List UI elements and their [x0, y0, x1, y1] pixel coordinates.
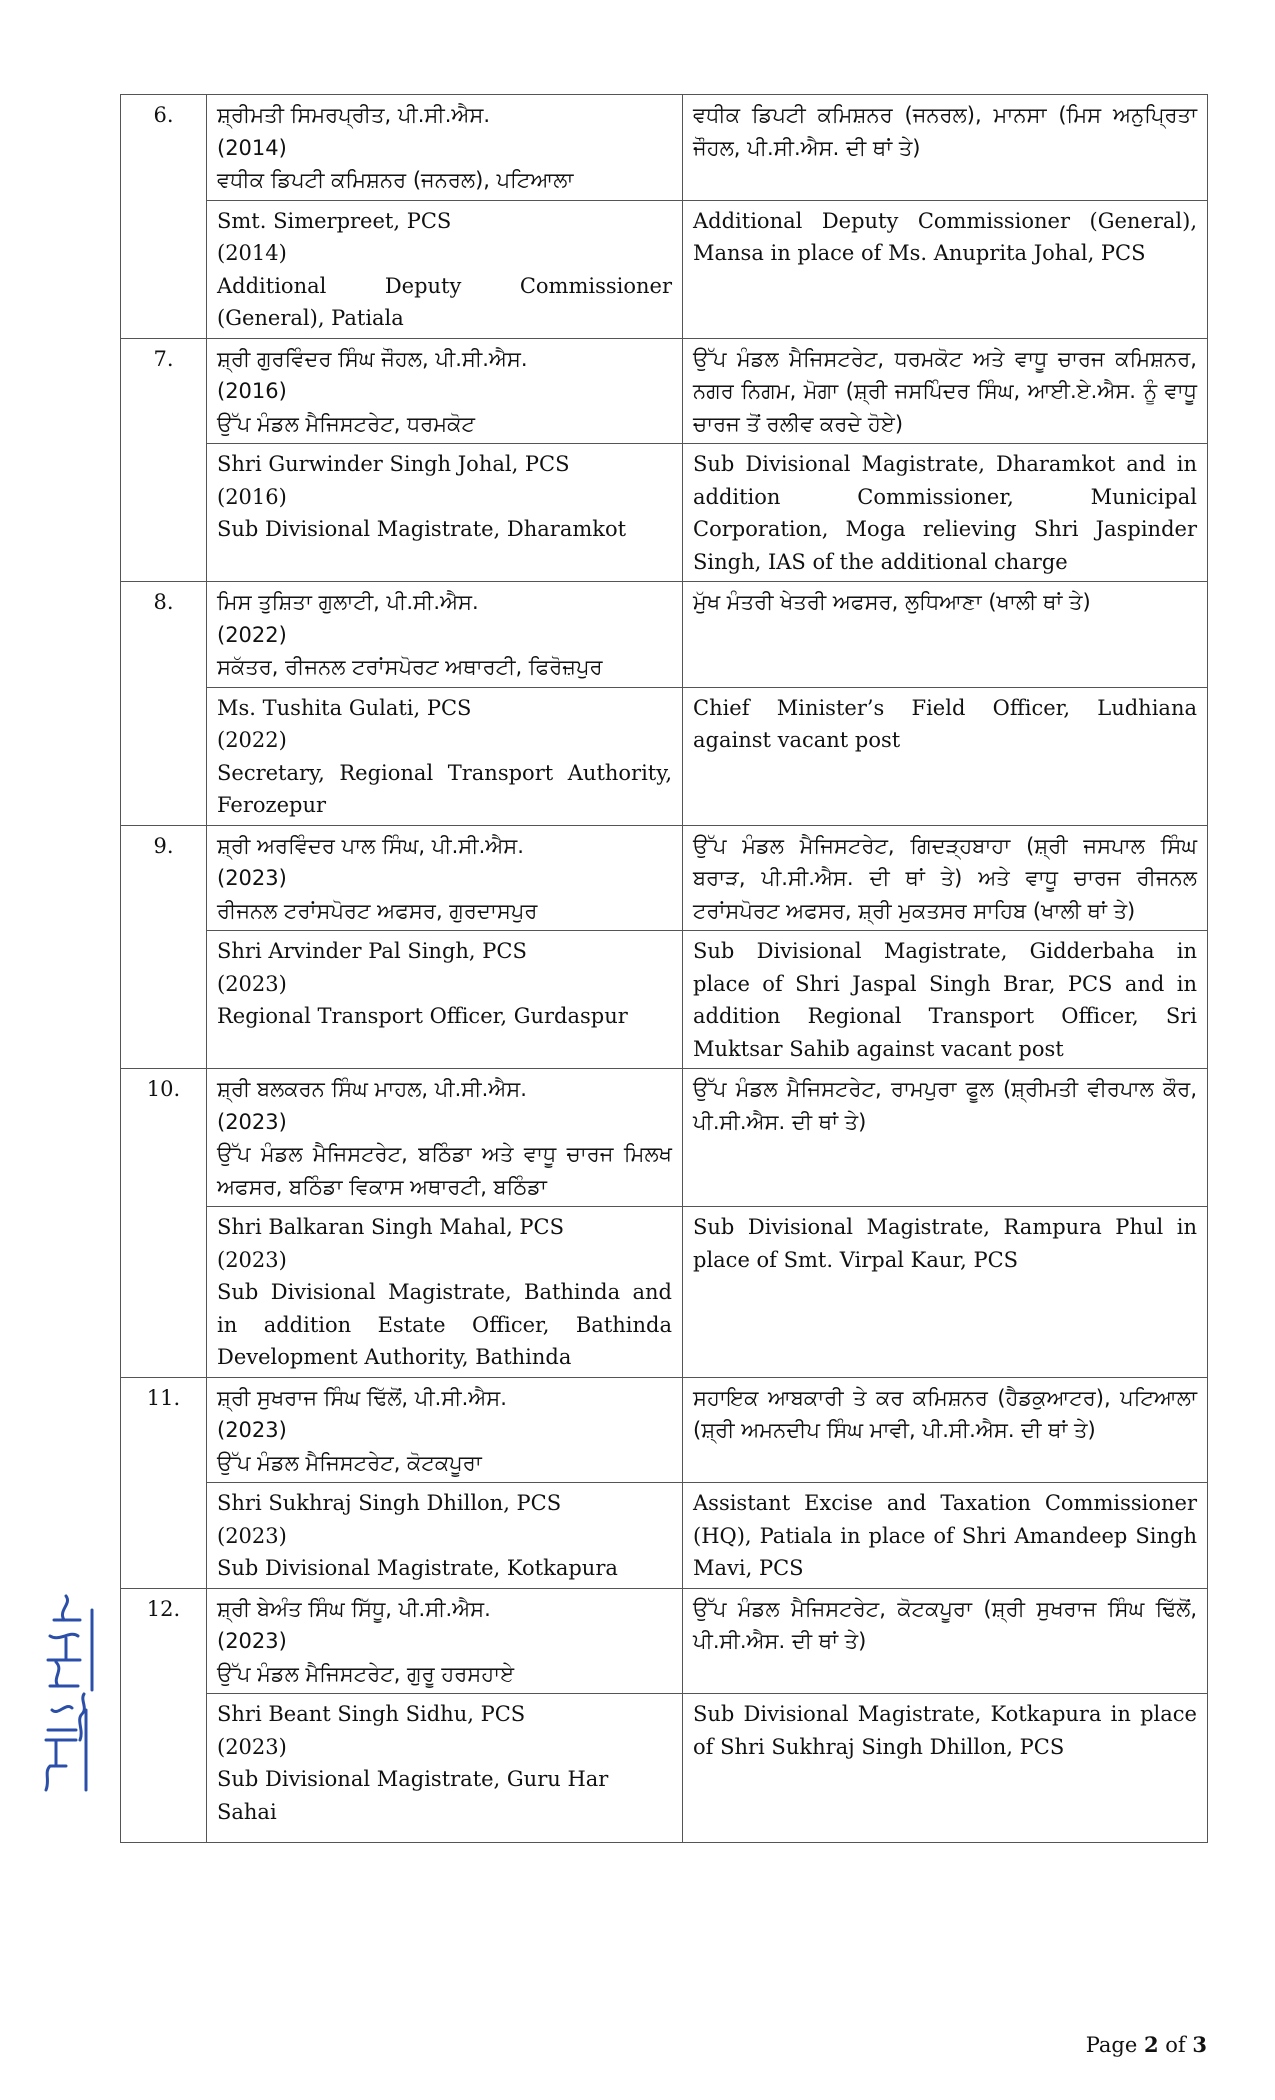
- officer-english: [207, 444, 683, 582]
- officer-batch: (2023): [217, 1629, 287, 1653]
- officer-batch: (2023): [217, 1523, 287, 1548]
- officer-current-post-english: Sub Divisional Magistrate, Dharamkot: [217, 517, 627, 541]
- new-posting-punjabi: ਸਹਾਇਕ ਆਬਕਾਰੀ ਤੇ ਕਰ ਕਮਿਸ਼ਨਰ (ਹੈਡਕੁਆਟਰ), ਪਟਿਆਲਾ (ਸ਼੍ਰੀ ਅਮਨਦੀਪ ਸਿੰਘ ਮਾਵੀ, ਪੀ.ਸੀ.ਐਸ. ਦੀ ਥਾਂ ਤੇ): [683, 1377, 1208, 1483]
- officer-current-post-punjabi: ਉੱਪ ਮੰਡਲ ਮੈਜਿਸਟਰੇਟ, ਕੋਟਕਪੂਰਾ: [217, 1450, 482, 1475]
- entry-row-punjabi: [121, 338, 1208, 444]
- entry-row-english: [121, 200, 1208, 338]
- officer-name-english: Shri Arvinder Pal Singh, PCS: [217, 939, 527, 963]
- officer-punjabi: [207, 825, 683, 931]
- officer-english: [207, 1207, 683, 1378]
- serial-number: 10.: [121, 1069, 207, 1378]
- new-posting-english: Sub Divisional Magistrate, Dharamkot and in addition Commissioner, Municipal Corporation, Moga relieving Shri Jaspinder Singh, IAS of the additional charge: [683, 444, 1208, 582]
- officer-current-post-punjabi: ਰੀਜਨਲ ਟਰਾਂਸਪੋਰਟ ਅਫਸਰ, ਗੁਰਦਾਸਪੁਰ: [217, 898, 538, 923]
- serial-number: 8.: [121, 582, 207, 826]
- entry-row-english: [121, 687, 1208, 825]
- officer-english: [207, 1483, 683, 1589]
- entry-row-punjabi: [121, 95, 1208, 201]
- officer-current-post-punjabi: ਉੱਪ ਮੰਡਲ ਮੈਜਿਸਟਰੇਟ, ਬਠਿੰਡਾ ਅਤੇ ਵਾਧੂ ਚਾਰਜ ਮਿਲਖ ਅਫਸਰ, ਬਠਿੰਡਾ ਵਿਕਾਸ ਅਥਾਰਟੀ, ਬਠਿੰਡਾ: [217, 1142, 672, 1199]
- officer-name-english: Smt. Simerpreet, PCS: [217, 208, 452, 233]
- new-posting-punjabi: ਉੱਪ ਮੰਡਲ ਮੈਜਿਸਟਰੇਟ, ਧਰਮਕੋਟ ਅਤੇ ਵਾਧੂ ਚਾਰਜ ਕਮਿਸ਼ਨਰ, ਨਗਰ ਨਿਗਮ, ਮੋਗਾ (ਸ਼੍ਰੀ ਜਸਪਿੰਦਰ ਸਿੰਘ, ਆਈ.ਏ.ਐਸ. ਨੂੰ ਵਾਧੂ ਚਾਰਜ ਤੋਂ ਰਲੀਵ ਕਰਦੇ ਹੋਏ): [683, 338, 1208, 444]
- officer-current-post-punjabi: ਉੱਪ ਮੰਡਲ ਮੈਜਿਸਟਰੇਟ, ਧਰਮਕੋਟ: [217, 411, 475, 436]
- officer-batch: (2016): [217, 484, 287, 509]
- officer-punjabi: [207, 338, 683, 444]
- new-posting-punjabi: ਉੱਪ ਮੰਡਲ ਮੈਜਿਸਟਰੇਟ, ਗਿਦੜ੍ਹਬਾਹਾ (ਸ਼੍ਰੀ ਜਸਪਾਲ ਸਿੰਘ ਬਰਾੜ, ਪੀ.ਸੀ.ਐਸ. ਦੀ ਥਾਂ ਤੇ) ਅਤੇ ਵਾਧੂ ਚਾਰਜ ਰੀਜਨਲ ਟਰਾਂਸਪੋਰਟ ਅਫਸਰ, ਸ਼੍ਰੀ ਮੁਕਤਸਰ ਸਾਹਿਬ (ਖਾਲੀ ਥਾਂ ਤੇ): [683, 825, 1208, 931]
- new-posting-english: Sub Divisional Magistrate, Rampura Phul in place of Smt. Virpal Kaur, PCS: [683, 1207, 1208, 1378]
- page-number: [1086, 2032, 1207, 2057]
- officer-name-english: Shri Balkaran Singh Mahal, PCS: [217, 1215, 565, 1239]
- officer-name-english: Shri Gurwinder Singh Johal, PCS: [217, 452, 570, 476]
- officer-current-post-english: Additional Deputy Commissioner (General), Patiala: [217, 273, 672, 330]
- officer-batch: (2022): [217, 622, 287, 647]
- page-of-label: of: [1158, 2033, 1193, 2057]
- officer-english: [207, 931, 683, 1069]
- officer-batch: (2022): [217, 728, 287, 752]
- entry-row-punjabi: [121, 1069, 1208, 1207]
- current-page: 2: [1143, 2032, 1159, 2057]
- officer-punjabi: [207, 1588, 683, 1694]
- officer-punjabi: [207, 582, 683, 688]
- officer-name-punjabi: ਸ਼੍ਰੀ ਬੇਅੰਤ ਸਿੰਘ ਸਿੱਧੂ, ਪੀ.ਸੀ.ਐਸ.: [217, 1596, 491, 1621]
- officer-name-english: Shri Sukhraj Singh Dhillon, PCS: [217, 1491, 562, 1515]
- entry-row-english: [121, 444, 1208, 582]
- new-posting-punjabi: ਉੱਪ ਮੰਡਲ ਮੈਜਿਸਟਰੇਟ, ਰਾਮਪੁਰਾ ਫੂਲ (ਸ਼੍ਰੀਮਤੀ ਵੀਰਪਾਲ ਕੌਰ, ਪੀ.ਸੀ.ਐਸ. ਦੀ ਥਾਂ ਤੇ): [683, 1069, 1208, 1207]
- officer-name-punjabi: ਸ਼੍ਰੀ ਸੁਖਰਾਜ ਸਿੰਘ ਢਿੱਲੋਂ, ਪੀ.ਸੀ.ਐਸ.: [217, 1385, 507, 1410]
- new-posting-punjabi: ਉੱਪ ਮੰਡਲ ਮੈਜਿਸਟਰੇਟ, ਕੋਟਕਪੂਰਾ (ਸ਼੍ਰੀ ਸੁਖਰਾਜ ਸਿੰਘ ਢਿੱਲੋਂ, ਪੀ.ਸੀ.ਐਸ. ਦੀ ਥਾਂ ਤੇ): [683, 1588, 1208, 1694]
- officer-english: [207, 1694, 683, 1843]
- officer-current-post-punjabi: ਉੱਪ ਮੰਡਲ ਮੈਜਿਸਟਰੇਟ, ਗੁਰੂ ਹਰਸਹਾਏ: [217, 1661, 515, 1686]
- officer-current-post-english: Sub Divisional Magistrate, Guru Har Sahai: [217, 1767, 609, 1824]
- officer-name-english: Ms. Tushita Gulati, PCS: [217, 695, 472, 720]
- officer-batch: (2023): [217, 1418, 287, 1442]
- officer-name-punjabi: ਸ਼੍ਰੀ ਅਰਵਿੰਦਰ ਪਾਲ ਸਿੰਘ, ਪੀ.ਸੀ.ਐਸ.: [217, 833, 524, 858]
- serial-number: 9.: [121, 825, 207, 1069]
- officer-current-post-english: Sub Divisional Magistrate, Kotkapura: [217, 1556, 618, 1580]
- officer-batch: (2014): [217, 135, 287, 160]
- entry-row-english: [121, 931, 1208, 1069]
- new-posting-english: Additional Deputy Commissioner (General), Mansa in place of Ms. Anuprita Johal, PCS: [683, 200, 1208, 338]
- new-posting-punjabi: ਵਧੀਕ ਡਿਪਟੀ ਕਮਿਸ਼ਨਰ (ਜਨਰਲ), ਮਾਨਸਾ (ਮਿਸ ਅਨੁਪ੍ਰਿਤਾ ਜੌਹਲ, ਪੀ.ਸੀ.ਐਸ. ਦੀ ਥਾਂ ਤੇ): [683, 95, 1208, 201]
- transfer-orders-body: [121, 95, 1208, 1843]
- officer-batch: (2023): [217, 1734, 287, 1759]
- entry-row-punjabi: [121, 825, 1208, 931]
- serial-number: 7.: [121, 338, 207, 582]
- officer-name-english: Shri Beant Singh Sidhu, PCS: [217, 1702, 526, 1726]
- officer-batch: (2014): [217, 241, 287, 265]
- officer-batch: (2016): [217, 379, 287, 403]
- officer-punjabi: [207, 1069, 683, 1207]
- officer-name-punjabi: ਸ਼੍ਰੀ ਗੁਰਵਿੰਦਰ ਸਿੰਘ ਜੌਹਲ, ਪੀ.ਸੀ.ਐਸ.: [217, 346, 528, 371]
- officer-batch: (2023): [217, 1247, 287, 1272]
- handwritten-signature: [36, 1590, 100, 1800]
- officer-current-post-punjabi: ਵਧੀਕ ਡਿਪਟੀ ਕਮਿਸ਼ਨਰ (ਜਨਰਲ), ਪਟਿਆਲਾ: [217, 168, 574, 192]
- serial-number: 11.: [121, 1377, 207, 1588]
- officer-english: [207, 200, 683, 338]
- entry-row-punjabi: [121, 582, 1208, 688]
- serial-number: 6.: [121, 95, 207, 339]
- new-posting-english: Sub Divisional Magistrate, Kotkapura in place of Shri Sukhraj Singh Dhillon, PCS: [683, 1694, 1208, 1843]
- officer-current-post-english: Secretary, Regional Transport Authority, Ferozepur: [217, 760, 672, 817]
- officer-batch: (2023): [217, 1109, 287, 1134]
- officer-current-post-english: Sub Divisional Magistrate, Bathinda and in addition Estate Officer, Bathinda Development Authority, Bathinda: [217, 1280, 672, 1369]
- officer-punjabi: [207, 95, 683, 201]
- entry-row-punjabi: [121, 1377, 1208, 1483]
- transfer-orders-table: [120, 94, 1208, 1843]
- new-posting-english: Sub Divisional Magistrate, Gidderbaha in place of Shri Jaspal Singh Brar, PCS and in addition Regional Transport Officer, Sri Muktsar Sahib against vacant post: [683, 931, 1208, 1069]
- new-posting-english: Chief Minister’s Field Officer, Ludhiana against vacant post: [683, 687, 1208, 825]
- officer-punjabi: [207, 1377, 683, 1483]
- serial-number: 12.: [121, 1588, 207, 1843]
- officer-batch: (2023): [217, 866, 287, 890]
- officer-name-punjabi: ਮਿਸ ਤੁਸ਼ਿਤਾ ਗੁਲਾਟੀ, ਪੀ.ਸੀ.ਐਸ.: [217, 590, 479, 614]
- officer-name-punjabi: ਸ਼੍ਰੀਮਤੀ ਸਿਮਰਪ੍ਰੀਤ, ਪੀ.ਸੀ.ਐਸ.: [217, 103, 491, 127]
- officer-name-punjabi: ਸ਼੍ਰੀ ਬਲਕਰਨ ਸਿੰਘ ਮਾਹਲ, ਪੀ.ਸੀ.ਐਸ.: [217, 1077, 527, 1101]
- new-posting-punjabi: ਮੁੱਖ ਮੰਤਰੀ ਖੇਤਰੀ ਅਫਸਰ, ਲੁਧਿਆਣਾ (ਖਾਲੀ ਥਾਂ ਤੇ): [683, 582, 1208, 688]
- entry-row-english: [121, 1694, 1208, 1843]
- officer-current-post-english: Regional Transport Officer, Gurdaspur: [217, 1004, 628, 1028]
- officer-current-post-punjabi: ਸਕੱਤਰ, ਰੀਜਨਲ ਟਰਾਂਸਪੋਰਟ ਅਥਾਰਟੀ, ਫਿਰੋਜ਼ਪੁਰ: [217, 655, 603, 679]
- total-pages: 3: [1192, 2032, 1207, 2057]
- officer-batch: (2023): [217, 971, 287, 996]
- entry-row-english: [121, 1483, 1208, 1589]
- entry-row-punjabi: [121, 1588, 1208, 1694]
- entry-row-english: [121, 1207, 1208, 1378]
- new-posting-english: Assistant Excise and Taxation Commissioner (HQ), Patiala in place of Shri Amandeep Singh Mavi, PCS: [683, 1483, 1208, 1589]
- page-label: Page: [1085, 2033, 1144, 2057]
- officer-english: [207, 687, 683, 825]
